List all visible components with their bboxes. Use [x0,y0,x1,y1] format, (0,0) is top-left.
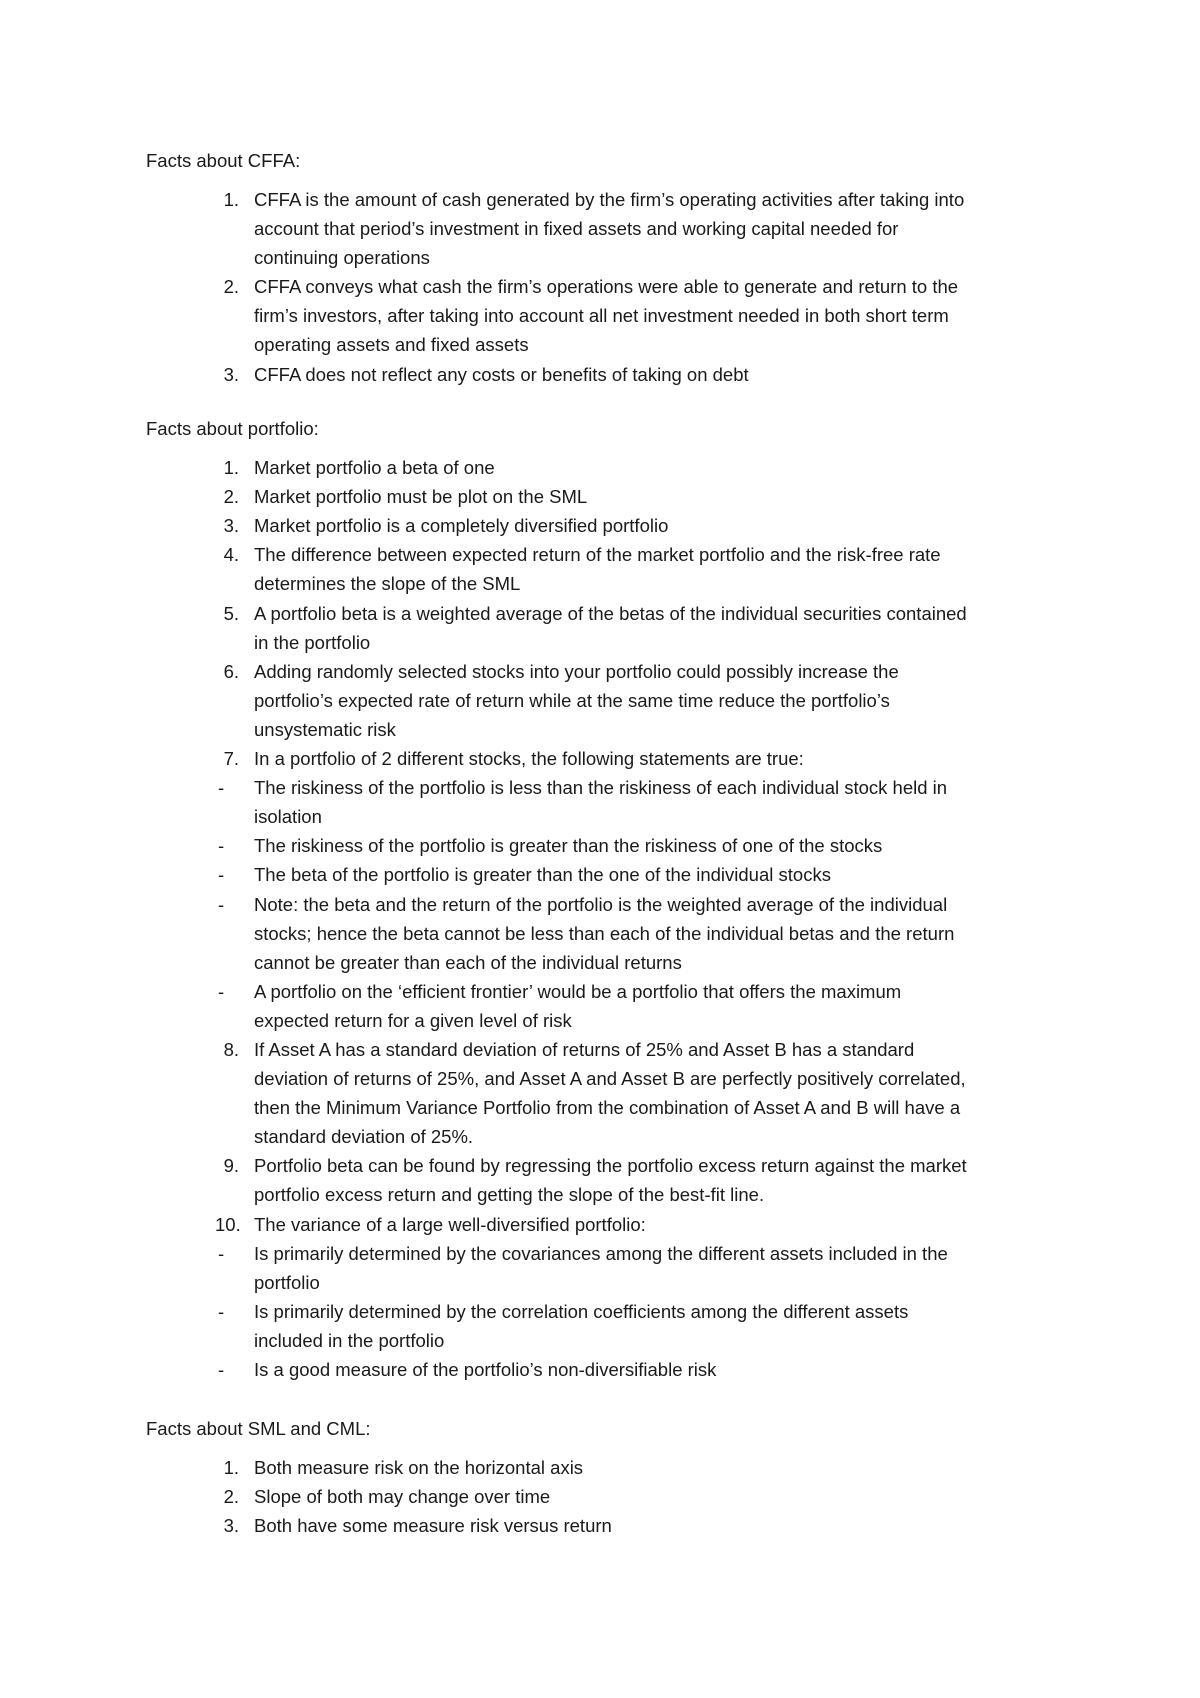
item-number: 1. [223,189,239,210]
item-number: 1. [223,1457,239,1478]
section-heading: Facts about SML and CML: [146,1418,371,1439]
item-text-line: Adding randomly selected stocks into your portfolio could possibly increase the [254,660,899,682]
item-text-line: isolation [254,806,322,828]
bullet-dash: - [218,893,225,915]
bullet-dash: - [218,1359,225,1381]
item-text-line: Is primarily determined by the covariances among the different assets included in the [254,1242,948,1264]
item-text-line: firm’s investors, after taking into account all net investment needed in both short term [254,305,949,327]
item-text-line: The riskiness of the portfolio is greater than the riskiness of one of the stocks [254,835,883,857]
item-text-line: The difference between expected return of the market portfolio and the risk-free rate [254,544,941,566]
item-number: 7. [223,748,239,769]
item-text-line: Both have some measure risk versus return [254,1515,612,1537]
item-number: 4. [223,544,239,566]
item-text-line: in the portfolio [254,631,371,653]
item-text-line: The riskiness of the portfolio is less than the riskiness of each individual stock held in [254,777,948,799]
item-text-line: stocks; hence the beta cannot be less than each of the individual betas and the return [254,922,955,944]
bullet-dash: - [218,1242,225,1264]
item-text-line: determines the slope of the SML [254,573,521,595]
bullet-dash: - [218,835,225,857]
item-number: 3. [223,515,239,537]
item-number: 6. [223,660,239,682]
item-text-line: CFFA conveys what cash the firm’s operations were able to generate and return to the [254,276,959,298]
item-text-line: A portfolio beta is a weighted average of the betas of the individual securities contained [254,602,967,624]
item-number: 3. [223,1515,239,1537]
item-text-line: operating assets and fixed assets [254,334,529,356]
bullet-dash: - [218,777,225,799]
item-text-line: The variance of a large well-diversified portfolio: [254,1213,646,1235]
item-text-line: continuing operations [254,247,430,269]
item-text-line: cannot be greater than each of the individual returns [254,951,682,973]
item-number: 5. [223,602,239,624]
item-text-line: portfolio [254,1271,320,1293]
item-text-line: Is primarily determined by the correlation coefficients among the different assets [254,1300,909,1322]
item-text-line: portfolio excess return and getting the slope of the best-fit line. [254,1184,765,1206]
item-text-line: The beta of the portfolio is greater than the one of the individual stocks [254,864,831,886]
section-heading: Facts about portfolio: [146,418,319,439]
item-text-line: portfolio’s expected rate of return while at the same time reduce the portfolio’s [254,689,890,711]
item-text-line: then the Minimum Variance Portfolio from the combination of Asset A and B will have a [254,1097,961,1119]
item-text-line: In a portfolio of 2 different stocks, the following statements are true: [254,748,804,769]
bullet-dash: - [218,1300,225,1322]
section-heading: Facts about CFFA: [146,150,301,171]
item-text-line: included in the portfolio [254,1329,445,1351]
item-number: 2. [223,1486,239,1508]
item-number: 3. [223,363,239,385]
item-number: 8. [223,1039,239,1060]
item-text-line: Market portfolio a beta of one [254,457,495,478]
item-text-line: If Asset A has a standard deviation of returns of 25% and Asset B has a standard [254,1039,915,1060]
item-text-line: CFFA does not reflect any costs or benefits of taking on debt [254,363,749,385]
item-text-line: Market portfolio must be plot on the SML [254,486,588,508]
item-text-line: unsystematic risk [254,718,396,740]
item-number: 10. [215,1213,241,1235]
item-text-line: account that period’s investment in fixed assets and working capital needed for [254,218,899,240]
item-text-line: Note: the beta and the return of the portfolio is the weighted average of the individual [254,893,948,915]
item-text-line: Both measure risk on the horizontal axis [254,1457,584,1478]
item-number: 1. [223,457,239,478]
item-text-line: CFFA is the amount of cash generated by the firm’s operating activities after taking into [254,189,965,210]
item-number: 9. [223,1155,239,1177]
item-text-line: Market portfolio is a completely diversified portfolio [254,515,669,537]
item-text-line: Slope of both may change over time [254,1486,551,1508]
item-text-line: Portfolio beta can be found by regressing the portfolio excess return against the market [254,1155,967,1177]
bullet-dash: - [218,864,225,886]
item-text-line: A portfolio on the ‘efficient frontier’ would be a portfolio that offers the maximum [254,980,902,1002]
item-number: 2. [223,486,239,508]
item-text-line: Is a good measure of the portfolio’s non-diversifiable risk [254,1359,717,1381]
bullet-dash: - [218,980,225,1002]
item-number: 2. [223,276,239,298]
item-text-line: expected return for a given level of risk [254,1009,572,1031]
item-text-line: deviation of returns of 25%, and Asset A and Asset B are perfectly positively correlated, [254,1068,966,1090]
item-text-line: standard deviation of 25%. [254,1126,474,1148]
